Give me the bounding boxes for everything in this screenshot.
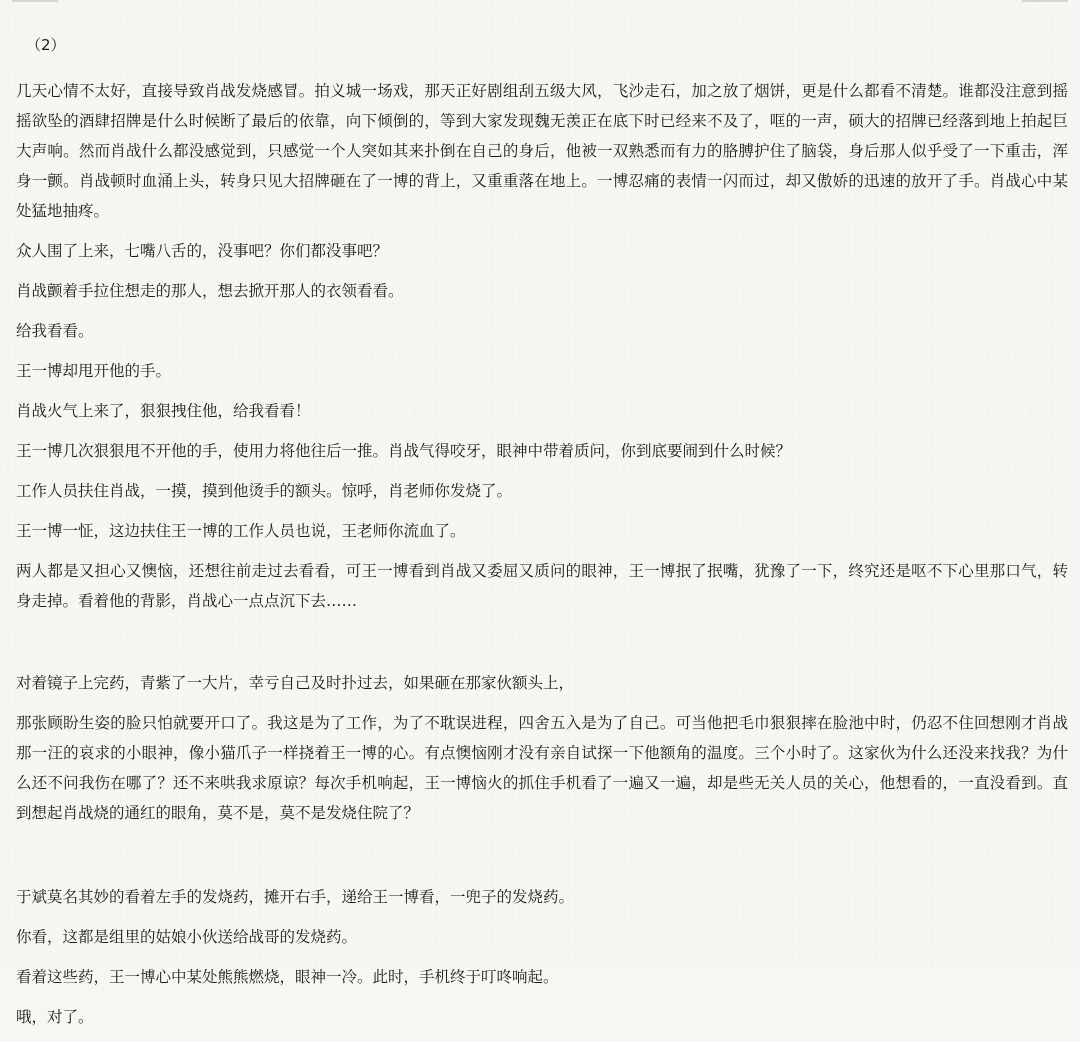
paragraph: 于斌莫名其妙的看着左手的发烧药，摊开右手，递给王一博看，一兜子的发烧药。 xyxy=(16,888,575,906)
page-edge-mark-left xyxy=(12,0,58,2)
paragraph: 哦，对了。 xyxy=(16,1008,94,1026)
paragraph: 两人都是又担心又懊恼，还想往前走过去看看，可王一博看到肖战又委屈又质问的眼神，王一博抿了抿嘴，犹豫了一下，终究还是呕不下心里那口气，转身走掉。看着他的背影，肖战心一点点沉下去…… xyxy=(16,562,1068,610)
paragraph: 肖战火气上来了，狠狠拽住他，给我看看！ xyxy=(16,402,311,420)
paragraph: 你看，这都是组里的姑娘小伙送给战哥的发烧药。 xyxy=(16,928,358,946)
paragraph: 肖战颤着手拉住想走的那人，想去掀开那人的衣领看看。 xyxy=(16,282,404,300)
paragraph: 那张顾盼生姿的脸只怕就要开口了。我这是为了工作，为了不耽误进程，四舍五入是为了自己。可当他把毛巾狠狠摔在脸池中时，仍忍不住回想刚才肖战那一汪的哀求的小眼神，像小猫爪子一样挠着王一博的心。有点懊恼刚才没有亲自试探一下他额角的温度。三个小时了。这家伙为什么还没来找我？为什么还不问我伤在哪了？还不来哄我求原谅？每次手机响起，王一博恼火的抓住手机看了一遍又一遍，却是些无关人员的关心，他想看的，一直没看到。直到想起肖战烧的通红的眼角，莫不是，莫不是发烧住院了？ xyxy=(16,714,1068,822)
paragraph: 工作人员扶住肖战，一摸，摸到他烫手的额头。惊呼，肖老师你发烧了。 xyxy=(16,482,513,500)
paragraph: 众人围了上来，七嘴八舌的，没事吧？你们都没事吧？ xyxy=(16,242,389,260)
paragraph: 王一博一怔，这边扶住王一博的工作人员也说，王老师你流血了。 xyxy=(16,522,466,540)
paragraph: 王一博却甩开他的手。 xyxy=(16,362,172,380)
paragraph: 几天心情不太好，直接导致肖战发烧感冒。拍义城一场戏，那天正好剧组刮五级大风，飞沙走石，加之放了烟饼，更是什么都看不清楚。谁都没注意到摇摇欲坠的酒肆招牌是什么时候断了最后的依靠，向下倾倒的，等到大家发现魏无羡正在底下时已经来不及了，哐的一声，硕大的招牌已经落到地上拍起巨大声响。然而肖战什么都没感觉到，只感觉一个人突如其来扑倒在自己的身后，他被一双熟悉而有力的胳膊护住了脑袋，身后那人似乎受了一下重击，浑身一颤。肖战顿时血涌上头，转身只见大招牌砸在了一博的背上，又重重落在地上。一博忍痛的表情一闪而过，却又傲娇的迅速的放开了手。肖战心中某处猛地抽疼。 xyxy=(16,82,1068,220)
section-heading: （2） xyxy=(26,36,66,54)
paragraph: 给我看看。 xyxy=(16,322,94,340)
paragraph: 王一博几次狠狠甩不开他的手，使用力将他往后一推。肖战气得咬牙，眼神中带着质问，你到底要闹到什么时候？ xyxy=(16,442,792,460)
paragraph: 看着这些药，王一博心中某处熊熊燃烧，眼神一冷。此时，手机终于叮咚响起。 xyxy=(16,968,559,986)
page-edge-mark-right xyxy=(1022,0,1068,2)
paragraph: 对着镜子上完药，青紫了一大片，幸亏自己及时扑过去，如果砸在那家伙额头上， xyxy=(16,674,575,692)
document-body xyxy=(16,30,1068,1042)
